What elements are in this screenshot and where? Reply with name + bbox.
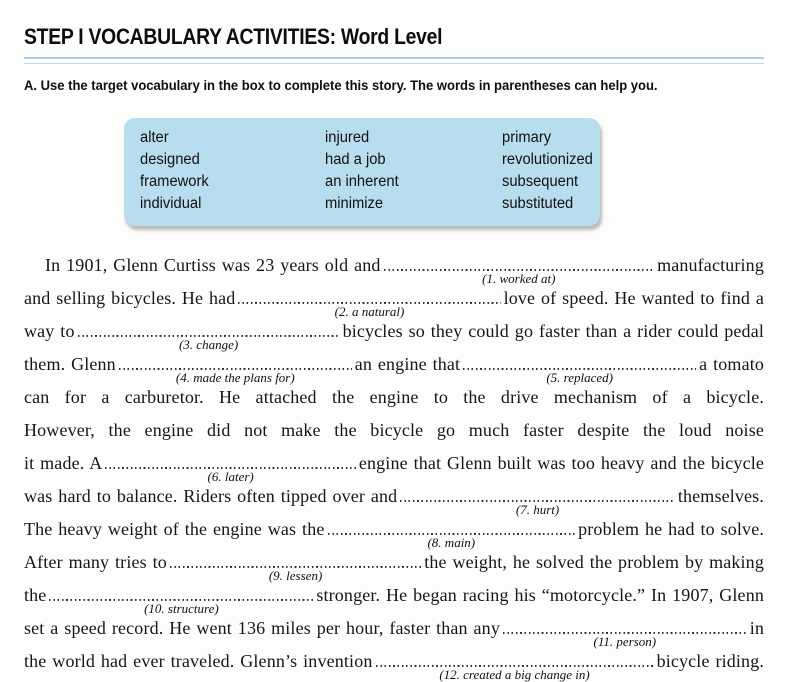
text-run: way to (24, 321, 75, 341)
vocab-box (124, 118, 600, 226)
text-run: the (24, 585, 47, 605)
blank-hint: (11. person) (593, 634, 657, 649)
page-title: STEP I VOCABULARY ACTIVITIES: Word Level (24, 24, 443, 49)
blank-hint: (4. made the plans for) (175, 370, 295, 385)
text-run: the weight, he solved the problem by making (424, 552, 764, 572)
blank-hint: (7. hurt) (515, 502, 560, 517)
text-run: set a speed record. He went 136 miles per hour, faster than any (24, 618, 500, 638)
blank-hint: (12. created a big change in) (439, 667, 590, 682)
vocab-word: individual (140, 195, 202, 212)
blank-hint: (3. change) (178, 337, 239, 352)
vocab-word: substituted (502, 195, 574, 212)
text-run: it made. A (24, 453, 103, 473)
text-run: love of speed. He wanted to find a (503, 288, 764, 308)
fill-blank-4[interactable] (119, 365, 352, 385)
story-line (24, 418, 764, 451)
story (24, 253, 764, 682)
vocab-word: alter (140, 129, 169, 146)
instruction-text: A. Use the target vocabulary in the box to complete this story. The words in parentheses can help you. (24, 77, 658, 93)
story-line (24, 451, 764, 484)
vocab-word: an inherent (325, 173, 399, 190)
vocab-word: framework (140, 173, 209, 190)
fill-blank-8[interactable] (328, 530, 576, 550)
text-run: themselves. (677, 486, 764, 506)
text-run: In 1901, Glenn Curtiss was 23 years old and (45, 255, 381, 275)
story-line (24, 385, 764, 418)
fill-blank-9[interactable] (170, 563, 421, 583)
text-run: problem he had to solve. (578, 519, 764, 539)
story-line (24, 484, 764, 517)
text-run: and selling bicycles. He had (24, 288, 236, 308)
vocab-column (140, 127, 325, 215)
story-line (24, 352, 764, 385)
fill-blank-5[interactable] (463, 365, 696, 385)
text-run: was hard to balance. Riders often tipped over and (24, 486, 398, 506)
fill-blank-7[interactable] (400, 497, 675, 517)
text-run: an engine that (354, 354, 461, 374)
vocab-word: primary (502, 129, 552, 146)
text-run: in (749, 618, 764, 638)
title-rule (24, 57, 764, 64)
text-run: can for a carburetor. He attached the engine to the drive mechanism of a bicycle. (24, 387, 764, 407)
blank-hint: (2. a natural) (334, 304, 405, 319)
text-run: engine that Glenn built was too heavy and the bicycle (358, 453, 764, 473)
vocab-column (502, 127, 600, 215)
text-run: the world had ever traveled. Glenn’s invention (24, 651, 373, 671)
story-line (24, 616, 764, 649)
story-line (24, 550, 764, 583)
blank-hint: (10. structure) (144, 601, 219, 616)
story-line (24, 286, 764, 319)
fill-blank-2[interactable] (238, 299, 500, 319)
fill-blank-12[interactable] (376, 662, 654, 682)
story-line (24, 649, 764, 682)
vocab-word: minimize (325, 195, 384, 212)
vocab-word: had a job (325, 151, 386, 168)
story-line (24, 583, 764, 616)
fill-blank-3[interactable] (78, 332, 340, 352)
vocab-word: injured (325, 129, 370, 146)
vocab-word: designed (140, 151, 200, 168)
text-run: a tomato (699, 354, 765, 374)
fill-blank-11[interactable] (503, 629, 747, 649)
text-run: The heavy weight of the engine was the (24, 519, 325, 539)
story-line (24, 319, 764, 352)
vocab-column (325, 127, 502, 215)
blank-hint: (1. worked at) (482, 271, 556, 286)
text-run: stronger. He began racing his “motorcycle.” In 1907, Glenn (316, 585, 764, 605)
text-run: bicycle riding. (656, 651, 764, 671)
text-run: bicycles so they could go faster than a rider could pedal (342, 321, 764, 341)
vocab-word: subsequent (502, 173, 579, 190)
text-run: manufacturing (657, 255, 764, 275)
story-line (24, 517, 764, 550)
blank-hint: (9. lessen) (268, 568, 323, 583)
story-line (24, 253, 764, 286)
fill-blank-6[interactable] (105, 464, 355, 484)
fill-blank-10[interactable] (49, 596, 313, 616)
blank-hint: (8. main) (427, 535, 476, 550)
text-run: After many tries to (24, 552, 167, 572)
blank-hint: (6. later) (207, 469, 254, 484)
vocab-word: revolutionized (502, 151, 593, 168)
text-run: them. Glenn (24, 354, 116, 374)
fill-blank-1[interactable] (384, 266, 655, 286)
text-run: However, the engine did not make the bicycle go much faster despite the loud noise (24, 420, 764, 440)
blank-hint: (5. replaced) (546, 370, 614, 385)
